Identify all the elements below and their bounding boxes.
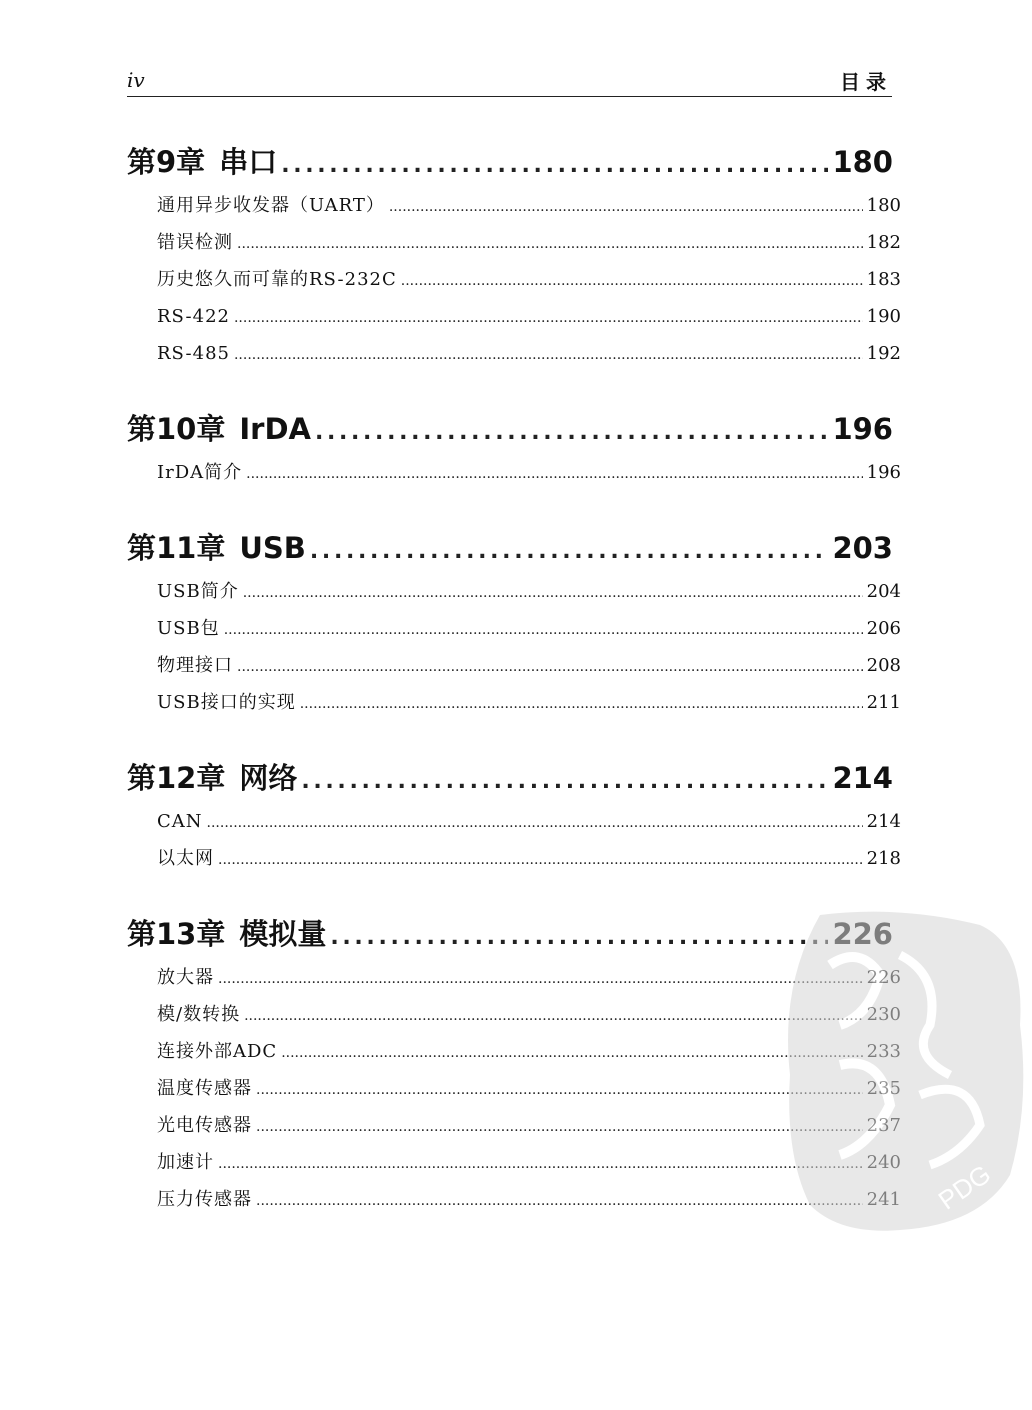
section-title: 连接外部ADC [157, 1041, 278, 1062]
section-page-number: 192 [866, 343, 901, 364]
section-page-number: 208 [866, 655, 901, 676]
dot-leader [330, 912, 828, 960]
dot-leader [281, 140, 828, 188]
section-page-number: 204 [866, 581, 901, 602]
section-title: USB包 [157, 618, 220, 639]
chapter-page-number: 180 [832, 145, 893, 179]
section-title: 放大器 [157, 967, 214, 988]
chapter-entry[interactable] [127, 407, 893, 455]
pdg-seal-watermark [780, 905, 1030, 1235]
section-title: 压力传感器 [157, 1189, 252, 1210]
section-entry[interactable] [157, 299, 901, 336]
chapter-title: 网络 [239, 761, 298, 795]
section-page-number: 182 [866, 232, 901, 253]
chapter-label: 第12章 [127, 761, 226, 795]
dot-leader [237, 648, 863, 685]
chapter-page-number: 214 [832, 761, 893, 795]
section-title: 模/数转换 [157, 1004, 241, 1025]
section-entry[interactable] [157, 225, 901, 262]
section-title: RS-485 [157, 343, 230, 364]
section-entry[interactable] [157, 262, 901, 299]
section-entry[interactable] [157, 804, 901, 841]
dot-leader [256, 1108, 863, 1145]
dot-leader [256, 1071, 863, 1108]
dot-leader [281, 1034, 862, 1071]
chapter-label: 第13章 [127, 917, 226, 951]
section-title: RS-422 [157, 306, 230, 327]
dot-leader [401, 262, 863, 299]
section-entry[interactable] [157, 336, 901, 373]
page-header [127, 62, 892, 97]
dot-leader [315, 407, 828, 455]
chapter-entry[interactable] [127, 140, 893, 188]
section-title: IrDA简介 [157, 462, 243, 483]
section-entry[interactable] [157, 188, 901, 225]
dot-leader [244, 997, 863, 1034]
section-page-number: 183 [866, 269, 901, 290]
section-title: USB简介 [157, 581, 239, 602]
section-title: 光电传感器 [157, 1115, 252, 1136]
chapter-11 [127, 526, 901, 722]
dot-leader [243, 574, 863, 611]
chapter-entry[interactable] [127, 756, 893, 804]
section-page-number: 211 [866, 692, 901, 713]
seal-pdg-text: PDG [932, 1158, 997, 1216]
chapter-title: 串口 [219, 145, 278, 179]
section-page-number: 190 [866, 306, 901, 327]
dot-leader [234, 336, 863, 373]
section-title: 通用异步收发器（UART） [157, 195, 385, 216]
dot-leader [237, 225, 863, 262]
section-page-number: 196 [866, 462, 901, 483]
dot-leader [301, 756, 828, 804]
chapter-label: 第10章 [127, 412, 226, 446]
section-entry[interactable] [157, 841, 901, 878]
dot-leader [389, 188, 863, 225]
dot-leader [256, 1182, 863, 1219]
dot-leader [207, 804, 863, 841]
dot-leader [300, 685, 863, 722]
section-page-number: 180 [866, 195, 901, 216]
chapter-label: 第11章 [127, 531, 226, 565]
section-title: CAN [157, 811, 203, 832]
dot-leader [218, 1145, 863, 1182]
section-title: 错误检测 [157, 232, 233, 253]
chapter-entry[interactable] [127, 526, 893, 574]
section-title: 历史悠久而可靠的RS-232C [157, 269, 397, 290]
section-entry[interactable] [157, 648, 901, 685]
section-title: 温度传感器 [157, 1078, 252, 1099]
section-title: 加速计 [157, 1152, 214, 1173]
section-entry[interactable] [157, 611, 901, 648]
dot-leader [218, 841, 863, 878]
section-title: USB接口的实现 [157, 692, 296, 713]
dot-leader [310, 526, 829, 574]
header-page-number: iv [127, 68, 145, 92]
section-entry[interactable] [157, 455, 901, 492]
chapter-title: 模拟量 [239, 917, 327, 951]
section-page-number: 218 [866, 848, 901, 869]
chapter-page-number: 196 [832, 412, 893, 446]
chapter-entry[interactable] [127, 912, 893, 960]
chapter-title: USB [239, 531, 306, 565]
dot-leader [224, 611, 863, 648]
chapter-10 [127, 407, 901, 492]
section-title: 以太网 [157, 848, 214, 869]
section-entry[interactable] [157, 685, 901, 722]
section-entry[interactable] [157, 574, 901, 611]
chapter-12 [127, 756, 901, 878]
section-title: 物理接口 [157, 655, 233, 676]
header-title: 目录 [840, 70, 892, 94]
chapter-9 [127, 140, 901, 373]
chapter-page-number: 203 [832, 531, 893, 565]
dot-leader [246, 455, 862, 492]
chapter-label: 第9章 [127, 145, 206, 179]
dot-leader [218, 960, 863, 997]
chapter-title: IrDA [239, 412, 311, 446]
section-page-number: 206 [866, 618, 901, 639]
dot-leader [234, 299, 863, 336]
section-page-number: 214 [866, 811, 901, 832]
